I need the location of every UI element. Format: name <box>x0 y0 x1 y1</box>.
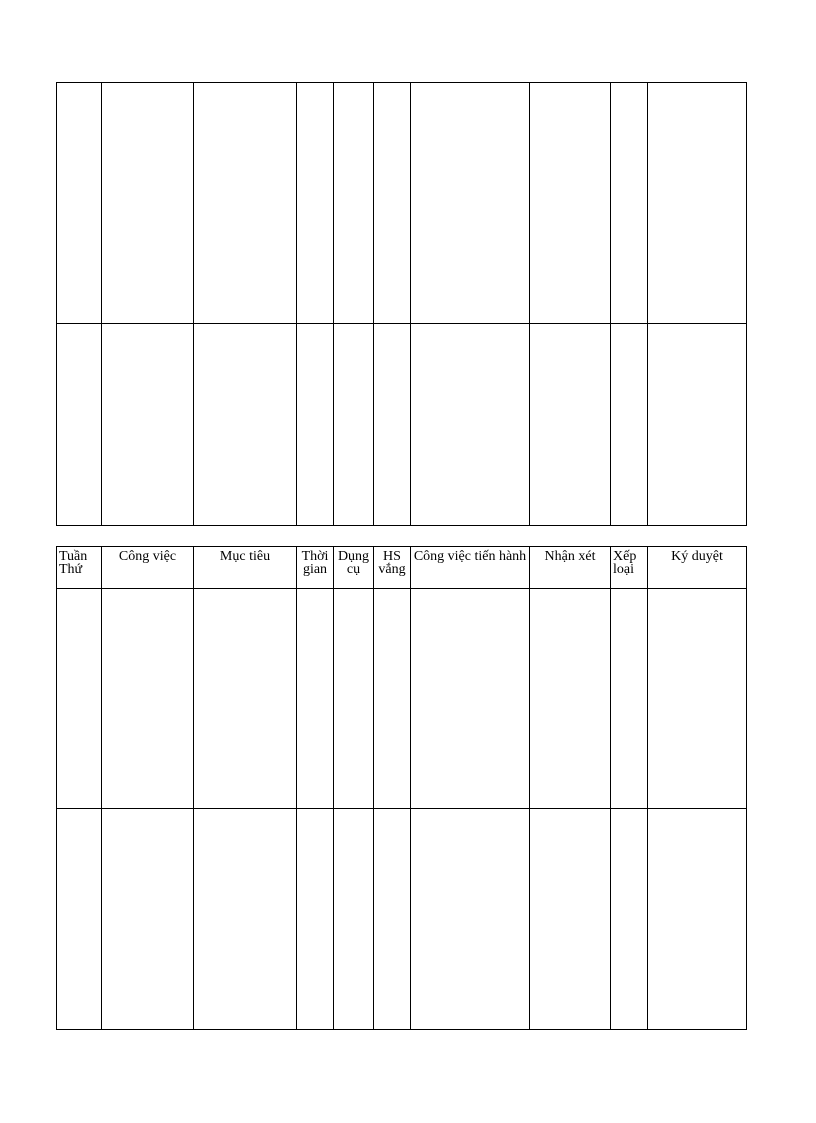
week-cell <box>57 83 102 324</box>
schedule-table-bottom <box>56 546 747 1030</box>
header-approval-label: Ký duyệt <box>671 549 723 564</box>
header-work <box>102 547 194 589</box>
work-cell <box>102 83 194 324</box>
week-cell <box>57 809 102 1030</box>
goal-cell <box>194 589 297 809</box>
rating-cell <box>611 589 648 809</box>
rating-cell <box>611 809 648 1030</box>
tools-cell <box>334 324 374 526</box>
tools-cell <box>334 809 374 1030</box>
progress-cell <box>411 324 530 526</box>
time-cell <box>297 589 334 809</box>
progress-cell <box>411 589 530 809</box>
header-week-label: Tuần Thứ <box>59 549 88 577</box>
comment-cell <box>530 324 611 526</box>
header-progress <box>411 547 530 589</box>
comment-cell <box>530 809 611 1030</box>
header-rating-label: Xếp loại <box>613 549 637 577</box>
absent-cell <box>374 324 411 526</box>
absent-cell <box>374 809 411 1030</box>
work-cell <box>102 589 194 809</box>
schedule-table-top <box>56 82 747 526</box>
header-tools-label: Dụng cụ <box>337 549 370 577</box>
rating-cell <box>611 83 648 324</box>
table-row <box>57 83 747 324</box>
header-tools <box>334 547 374 589</box>
header-time <box>297 547 334 589</box>
header-week <box>57 547 102 589</box>
header-approval <box>648 547 747 589</box>
header-rating <box>611 547 648 589</box>
approval-cell <box>648 809 747 1030</box>
work-cell <box>102 324 194 526</box>
rating-cell <box>611 324 648 526</box>
header-absent <box>374 547 411 589</box>
goal-cell <box>194 324 297 526</box>
progress-cell <box>411 83 530 324</box>
time-cell <box>297 809 334 1030</box>
table-row <box>57 589 747 809</box>
header-goal <box>194 547 297 589</box>
comment-cell <box>530 83 611 324</box>
absent-cell <box>374 83 411 324</box>
header-work-label: Công việc <box>118 549 177 564</box>
goal-cell <box>194 83 297 324</box>
week-cell <box>57 324 102 526</box>
progress-cell <box>411 809 530 1030</box>
comment-cell <box>530 589 611 809</box>
header-time-label: Thời gian <box>301 549 329 577</box>
table-row <box>57 324 747 526</box>
goal-cell <box>194 809 297 1030</box>
approval-cell <box>648 83 747 324</box>
tools-cell <box>334 589 374 809</box>
approval-cell <box>648 589 747 809</box>
week-cell <box>57 589 102 809</box>
absent-cell <box>374 589 411 809</box>
work-cell <box>102 809 194 1030</box>
header-comment <box>530 547 611 589</box>
time-cell <box>297 83 334 324</box>
header-absent-label: HS vắng <box>378 549 406 577</box>
header-comment-label: Nhận xét <box>544 549 596 564</box>
table-header-row <box>57 547 747 589</box>
header-goal-label: Mục tiêu <box>219 549 271 564</box>
time-cell <box>297 324 334 526</box>
table-row <box>57 809 747 1030</box>
tools-cell <box>334 83 374 324</box>
header-progress-label: Công việc tiến hành <box>413 549 527 564</box>
approval-cell <box>648 324 747 526</box>
